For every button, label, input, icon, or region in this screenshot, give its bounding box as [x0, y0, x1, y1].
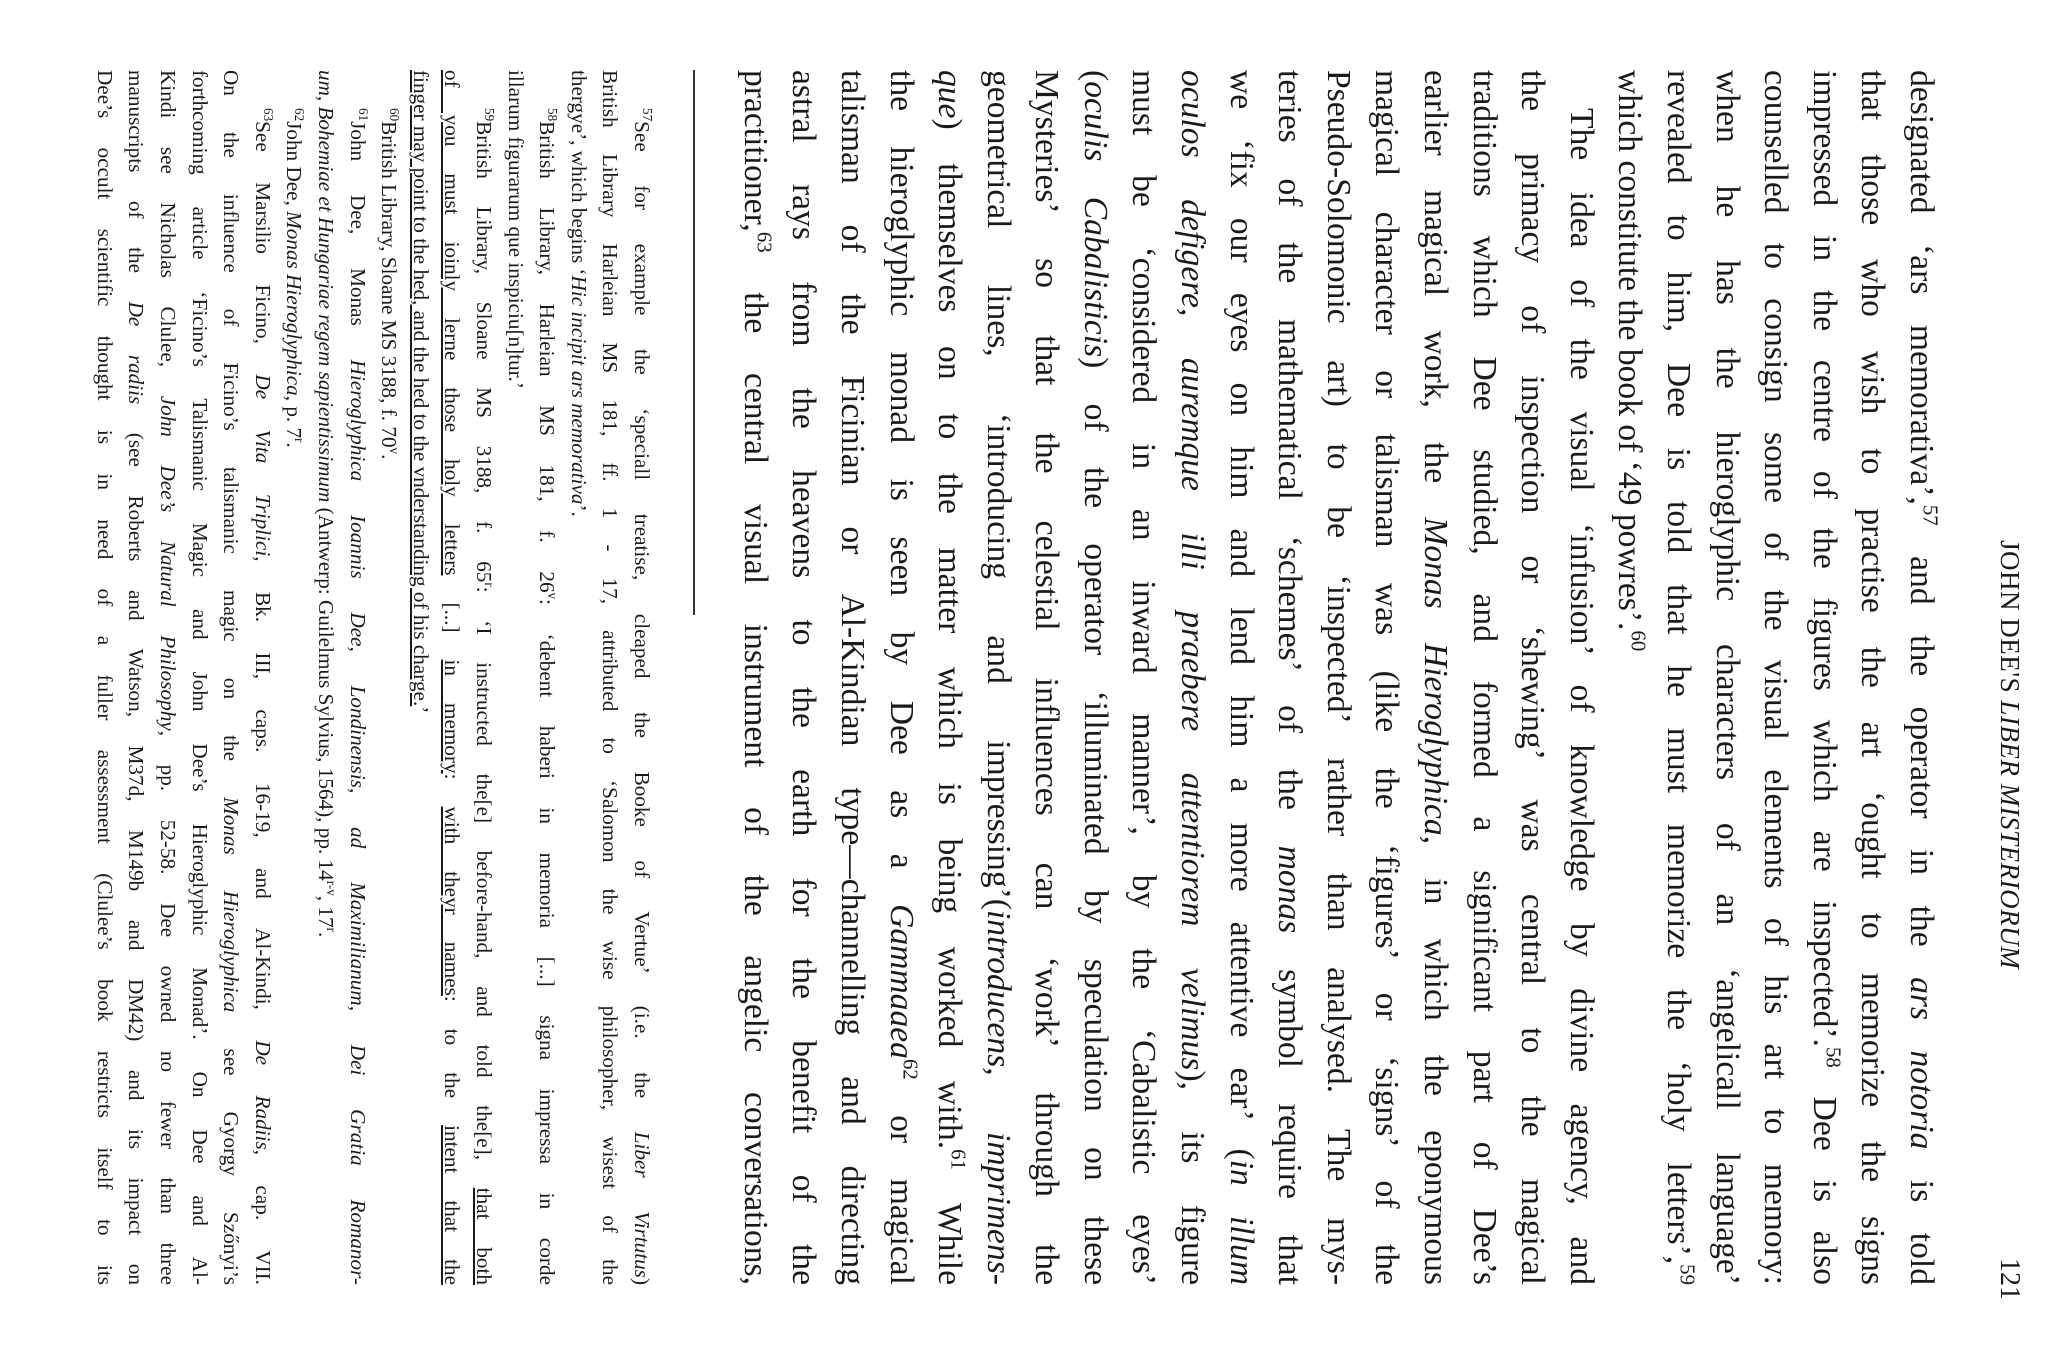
footnote-ref-62: 62: [898, 1058, 923, 1080]
page-number: 121: [1994, 1258, 2025, 1300]
footnote-ref-58: 58: [1821, 1046, 1846, 1068]
footnote-line: British Library Harleian MS 181, ff. 1 - 17, attributed to ‘Salomon the wise philosopher, wisest of the: [598, 70, 623, 1285]
text-line: Pseudo-Solomonic art) to be ‘inspected’ rather than analysed. The mys-: [1319, 70, 1357, 1285]
footnote-line: finger may point to the hed, and the hed to the vnderstanding of his charge.’: [408, 70, 433, 714]
text-line: that those who wish to practise the art ‘ought to memorize the signs: [1854, 70, 1892, 1285]
running-head: [1985, 70, 2025, 1370]
footnote-ref-63: 63: [752, 231, 777, 253]
main-text: [730, 70, 1945, 1285]
footnote-ref-60: 60: [1626, 630, 1651, 652]
footnote-57: $^{57}$See for example the ‘speciall treatise, cleaped the Booke of Vertue’ (i.e. the Liber Virtutus): [630, 108, 655, 1285]
footnote-line: manuscripts of the De radiis (see Roberts and Watson, M37d, M149b and DM42) and its impact on: [124, 70, 149, 1285]
text-line: the hieroglyphic monad is seen by Dee as a Gammaaea$^{62}$ or magical: [882, 70, 923, 1285]
text-line: counselled to consign some of the visual elements of his art to memory:: [1757, 70, 1795, 1285]
footnote-61: $^{61}$John Dee, Monas Hieroglyphica Ioannis Dee, Londinensis, ad Maximilianum, Dei Gratia Romanor-: [345, 108, 371, 1285]
text-line: the primacy of inspection or ‘shewing’ was central to the magical: [1514, 70, 1552, 1285]
footnote-ref-57: 57: [1918, 504, 1943, 526]
footnote-60: $^{60}$British Library, Sloane MS 3188, f. 70$^v$.: [377, 108, 403, 460]
text-line: impressed in the centre of the figures which are inspected’.$^{58}$ Dee is also: [1805, 70, 1846, 1285]
text-line: geometrical lines, ‘introducing and impressing’(introducens, imprimens-: [979, 70, 1017, 1285]
text-line: oculos defigere, auremque illi praebere attentiorem velimus), its figure: [1174, 70, 1212, 1285]
text-line: astral rays from the heavens to the earth for the benefit of the: [785, 70, 823, 1285]
text-line: magical character or talisman was (like the ‘figures’ or ‘signs’ of the: [1368, 70, 1406, 1285]
footnote-line: forthcoming article ‘Ficino’s Talismanic Magic and John Dee’s Hieroglyphic Monad’. On Dee and Al-: [187, 70, 212, 1285]
text-line: practitioner,$^{63}$ the central visual instrument of the angelic conversations,: [736, 70, 777, 1285]
footnote-separator: [693, 70, 695, 615]
footnote-ref-59: 59: [1675, 1264, 1700, 1285]
running-head-title: JOHN DEE'S LIBER MISTERIORUM: [1995, 540, 2025, 970]
footnote-ref-61: 61: [946, 1149, 971, 1170]
footnote-59: $^{59}$British Library, Sloane MS 3188, f. 65$^r$: ‘I instructed the[e] before-hand, and told the[e], that both: [472, 108, 497, 1285]
footnote-62: $^{62}$John Dee, Monas Hieroglyphica, p. 7$^r$.: [282, 108, 308, 448]
footnote-line: of you must ioinly lerne those holy letters [...] in memory: with theyr names: to the intent that the: [440, 70, 465, 1285]
footnote-58: $^{58}$British Library, Harleian MS 181, f. 26$^v$: ‘debent haberi in memoria [...] signa impressa in corde: [535, 108, 561, 1285]
footnote-line: um, Bohemiae et Hungariae regem sapientissimum (Antwerp: Guilelmus Sylvius, 1564), pp. 14$^{r-v}$, 17$^r$.: [314, 70, 339, 938]
text-line: traditions which Dee studied, and formed a significant part of Dee’s: [1465, 70, 1503, 1285]
text-line: earlier magical work, the Monas Hieroglyphica, in which the eponymous: [1417, 70, 1455, 1285]
text-line: we ‘fix our eyes on him and lend him a more attentive ear’ (in illum: [1222, 70, 1260, 1285]
text-line: talisman of the Ficinian or Al-Kindian type—channelling and directing: [833, 70, 871, 1285]
footnote-63: $^{63}$See Marsilio Ficino, De Vita Triplici, Bk. III, caps. 16-19, and Al-Kindi, De Radiis, cap. VII.: [250, 108, 276, 1285]
text-line: Mysteries’ so that the celestial influences can ‘work’ through the: [1028, 70, 1066, 1285]
text-line: which constitute the book of ‘49 powres’.$^{60}$: [1611, 70, 1651, 652]
text-line: must be ‘considered in an inward manner’, by the ‘Cabalistic eyes’: [1125, 70, 1163, 1285]
footnotes: [88, 70, 657, 1285]
footnote-line: illarum figurarum que inspiciu[n]tur.’: [503, 70, 528, 389]
footnote-line: On the influence of Ficino’s talismanic magic on the Monas Hieroglyphica see Gyorgy Szőnyi’s: [219, 70, 244, 1285]
text-line: The idea of the visual ‘infusion’ of knowledge by divine agency, and: [1562, 108, 1600, 1285]
text-line: teries of the mathematical ‘schemes’ of the monas symbol require that: [1271, 70, 1309, 1285]
footnote-line: Dee’s occult scientific thought is in need of a fuller assessment (Clulee’s book restricts itself to its: [92, 70, 117, 1285]
footnote-line: thergye’, which begins ‘Hic incipit ars memorativa’.: [566, 70, 591, 517]
text-line: designated ‘ars memorativa’,$^{57}$ and the operator in the ars notoria is told: [1903, 70, 1943, 1285]
text-line: que) themselves on to the matter which is being worked with.$^{61}$ While: [931, 70, 971, 1285]
text-line: when he has the hieroglyphic characters of an ‘angelicall language’: [1708, 70, 1746, 1285]
text-line: revealed to him, Dee is told that he must memorize the ‘holy letters’,$^{59}$: [1660, 70, 1700, 1285]
text-line: (oculis Cabalisticis) of the operator ‘illuminated by speculation on these: [1076, 70, 1114, 1285]
footnote-line: Kindi see Nicholas Clulee, John Dee’s Natural Philosophy, pp. 52-58. Dee owned no fewer than three: [156, 70, 181, 1285]
